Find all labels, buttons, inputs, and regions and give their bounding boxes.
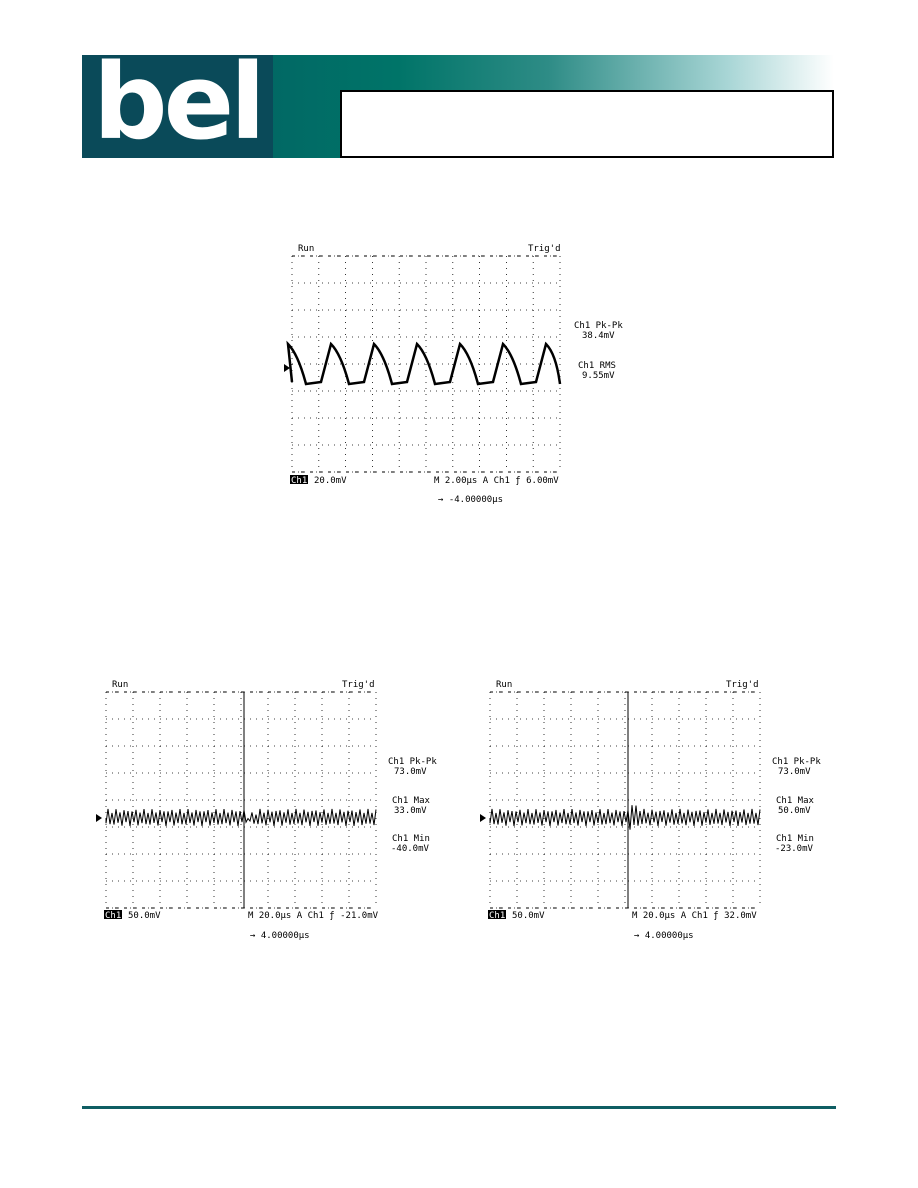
graticule xyxy=(490,692,760,908)
scope-screen xyxy=(280,240,640,510)
noise-trace xyxy=(490,805,760,830)
delay-readout: → 4.00000µs xyxy=(250,931,310,941)
volts-per-div: 20.0mV xyxy=(314,476,347,486)
oscilloscope-capture-transient-1 xyxy=(92,676,452,946)
scope-screen xyxy=(92,676,452,946)
logo xyxy=(82,41,273,163)
channel-badge: Ch1 xyxy=(105,911,122,921)
measurement-label: Ch1 Max xyxy=(776,796,814,806)
measurement-label: Ch1 Max xyxy=(392,796,430,806)
measurement-value: 38.4mV xyxy=(582,331,615,341)
measurement-value: 33.0mV xyxy=(394,806,427,816)
measurement-label: Ch1 Pk-Pk xyxy=(574,321,623,331)
noise-trace xyxy=(106,809,376,826)
delay-readout: → 4.00000µs xyxy=(634,931,694,941)
footer-rule xyxy=(82,1106,836,1109)
measurement-value: -40.0mV xyxy=(391,844,429,854)
status-trigger: Trig'd xyxy=(726,680,759,690)
channel-badge: Ch1 xyxy=(291,476,308,486)
measurement-label: Ch1 Pk-Pk xyxy=(772,757,821,767)
status-run: Run xyxy=(496,680,513,690)
title-box xyxy=(340,90,834,158)
measurement-label: Ch1 Min xyxy=(392,834,430,844)
channel-badge: Ch1 xyxy=(489,911,506,921)
measurement-value: 50.0mV xyxy=(778,806,811,816)
status-trigger: Trig'd xyxy=(342,680,375,690)
timebase-readout: M 2.00µs A Ch1 ƒ 6.00mV xyxy=(434,476,559,486)
measurement-label: Ch1 Pk-Pk xyxy=(388,757,437,767)
timebase-readout: M 20.0µs A Ch1 ƒ 32.0mV xyxy=(632,911,757,921)
status-run: Run xyxy=(298,244,315,254)
status-trigger: Trig'd xyxy=(528,244,561,254)
ground-marker-icon xyxy=(480,814,486,822)
logo-text: bel xyxy=(93,41,262,163)
measurement-value: 73.0mV xyxy=(394,767,427,777)
graticule xyxy=(106,692,376,908)
scope-screen xyxy=(476,676,836,946)
volts-per-div: 50.0mV xyxy=(128,911,161,921)
measurement-label: Ch1 Min xyxy=(776,834,814,844)
volts-per-div: 50.0mV xyxy=(512,911,545,921)
graticule xyxy=(292,256,560,472)
ground-marker-icon xyxy=(96,814,102,822)
measurement-value: 9.55mV xyxy=(582,371,615,381)
timebase-readout: M 20.0µs A Ch1 ƒ -21.0mV xyxy=(248,911,379,921)
delay-readout: → -4.00000µs xyxy=(438,495,504,505)
measurement-value: -23.0mV xyxy=(775,844,813,854)
oscilloscope-capture-ripple xyxy=(280,240,640,510)
oscilloscope-capture-transient-2 xyxy=(476,676,836,946)
waveform-trace xyxy=(284,344,560,384)
status-run: Run xyxy=(112,680,129,690)
measurement-label: Ch1 RMS xyxy=(578,361,616,371)
measurement-value: 73.0mV xyxy=(778,767,811,777)
